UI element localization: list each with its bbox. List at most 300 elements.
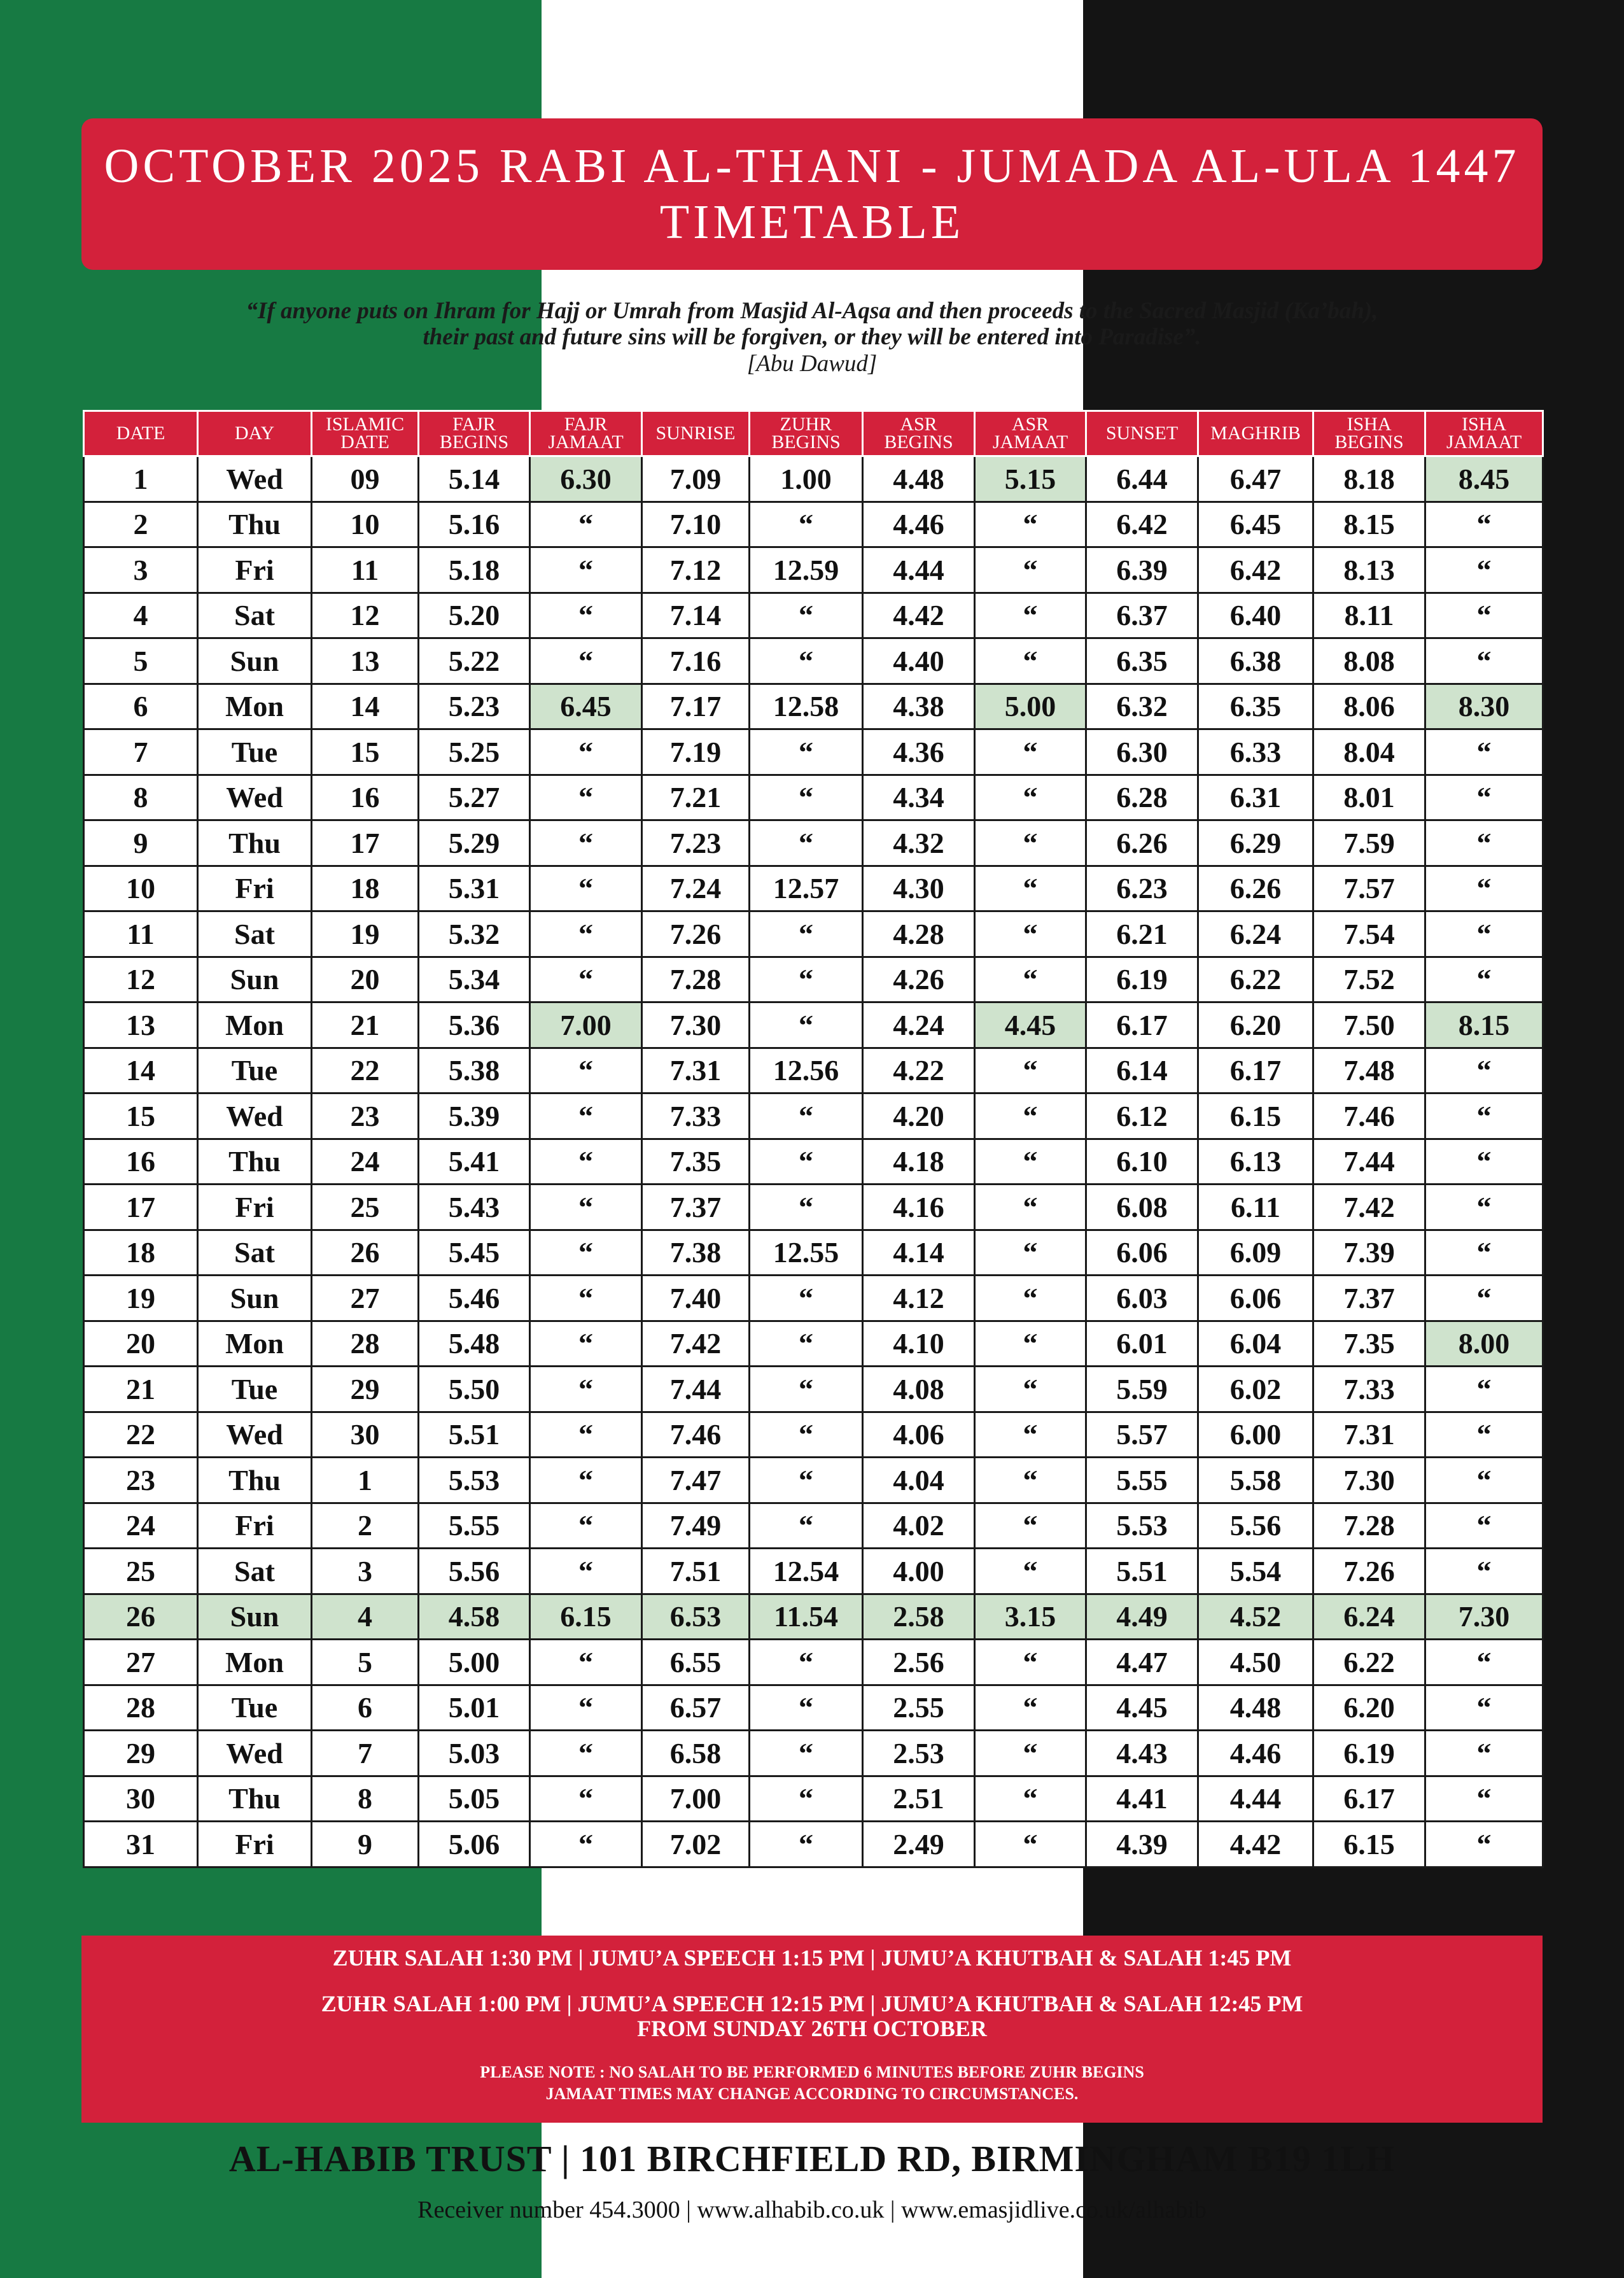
table-cell: “ (530, 1230, 642, 1276)
table-cell: 4.42 (863, 593, 975, 638)
table-cell: 4.20 (863, 1093, 975, 1139)
table-cell: 2 (312, 1503, 419, 1549)
table-cell: “ (1425, 547, 1543, 593)
table-cell: “ (975, 1367, 1086, 1412)
table-cell: 8.45 (1425, 456, 1543, 502)
column-header-text: SUNRISE (655, 422, 736, 444)
table-cell: 23 (84, 1458, 198, 1503)
table-cell: “ (750, 1822, 863, 1867)
table-row (84, 1093, 1543, 1139)
column-header-text: ZUHR (780, 413, 832, 435)
column-header-text: MAGHRIB (1210, 422, 1301, 444)
table-cell: “ (975, 1776, 1086, 1822)
table-cell: 4.36 (863, 729, 975, 775)
column-header (750, 411, 863, 456)
table-cell: “ (530, 911, 642, 957)
table-cell: “ (530, 502, 642, 547)
table-cell: 2.55 (863, 1685, 975, 1731)
table-cell: 8.15 (1425, 1002, 1543, 1048)
table-cell: “ (750, 593, 863, 638)
table-cell: “ (1425, 1139, 1543, 1185)
table-cell: 10 (84, 866, 198, 911)
column-header (312, 411, 419, 456)
table-cell: 6.19 (1313, 1731, 1425, 1776)
table-row (84, 775, 1543, 820)
table-cell: 29 (312, 1367, 419, 1412)
table-cell: “ (1425, 1731, 1543, 1776)
table-cell: “ (975, 502, 1086, 547)
table-cell: 6.29 (1198, 820, 1313, 866)
table-cell: 7.37 (642, 1185, 750, 1230)
table-cell: 4.45 (1086, 1685, 1198, 1731)
table-cell: 7.44 (1313, 1139, 1425, 1185)
table-cell: “ (1425, 911, 1543, 957)
table-cell: Thu (198, 1139, 312, 1185)
title-banner (81, 118, 1543, 270)
table-cell: 09 (312, 456, 419, 502)
table-cell: 8 (312, 1776, 419, 1822)
table-row (84, 1139, 1543, 1185)
table-cell: 5.54 (1198, 1549, 1313, 1594)
table-cell: 26 (84, 1594, 198, 1640)
table-cell: 7.00 (530, 1002, 642, 1048)
table-cell: 24 (84, 1503, 198, 1549)
table-cell: 4.40 (863, 638, 975, 684)
table-row (84, 1822, 1543, 1867)
table-cell: 25 (84, 1549, 198, 1594)
table-cell: 5.34 (419, 957, 530, 1002)
table-cell: 6.31 (1198, 775, 1313, 820)
table-cell: 4.46 (1198, 1731, 1313, 1776)
table-cell: 6.32 (1086, 684, 1198, 729)
table-cell: “ (750, 1503, 863, 1549)
table-cell: Mon (198, 1002, 312, 1048)
table-cell: “ (750, 1276, 863, 1321)
table-cell: “ (530, 866, 642, 911)
table-cell: 5.06 (419, 1822, 530, 1867)
table-cell: 7.46 (1313, 1093, 1425, 1139)
table-cell: “ (530, 1549, 642, 1594)
table-cell: 5 (312, 1640, 419, 1685)
table-cell: “ (975, 1549, 1086, 1594)
table-cell: 20 (312, 957, 419, 1002)
table-cell: “ (975, 775, 1086, 820)
table-cell: 4.47 (1086, 1640, 1198, 1685)
table-cell: Sat (198, 1549, 312, 1594)
column-header (1086, 411, 1198, 456)
table-cell: 6.55 (642, 1640, 750, 1685)
table-cell: 6.14 (1086, 1048, 1198, 1093)
table-cell: “ (530, 1458, 642, 1503)
table-cell: 18 (312, 866, 419, 911)
table-cell: 16 (84, 1139, 198, 1185)
table-cell: 4.10 (863, 1321, 975, 1367)
table-cell: 4.02 (863, 1503, 975, 1549)
table-cell: “ (1425, 775, 1543, 820)
table-cell: 7 (312, 1731, 419, 1776)
table-cell: 7.49 (642, 1503, 750, 1549)
table-cell: “ (530, 1093, 642, 1139)
table-cell: Sun (198, 638, 312, 684)
column-header-text: DAY (234, 422, 275, 444)
table-cell: 6.44 (1086, 456, 1198, 502)
table-cell: 7.31 (1313, 1412, 1425, 1458)
table-cell: “ (975, 729, 1086, 775)
table-cell: Sat (198, 911, 312, 957)
table-cell: 13 (312, 638, 419, 684)
column-header-text: BEGINS (439, 432, 509, 453)
table-cell: “ (1425, 1048, 1543, 1093)
table-cell: 11 (84, 911, 198, 957)
table-cell: “ (750, 957, 863, 1002)
table-cell: “ (750, 1002, 863, 1048)
table-cell: 4.16 (863, 1185, 975, 1230)
table-cell: 7.17 (642, 684, 750, 729)
table-cell: 21 (84, 1367, 198, 1412)
table-cell: 28 (312, 1321, 419, 1367)
table-cell: “ (975, 1458, 1086, 1503)
table-cell: 10 (312, 502, 419, 547)
table-row (84, 502, 1543, 547)
table-cell: “ (1425, 1276, 1543, 1321)
table-cell: 7.10 (642, 502, 750, 547)
table-cell: 6.30 (1086, 729, 1198, 775)
table-cell: 5.36 (419, 1002, 530, 1048)
quote-source: [Abu Dawud] (746, 350, 878, 377)
table-row (84, 866, 1543, 911)
column-header-text: BEGINS (1334, 432, 1404, 453)
table-row (84, 1048, 1543, 1093)
table-row (84, 1458, 1543, 1503)
table-cell: 4.22 (863, 1048, 975, 1093)
table-row (84, 1276, 1543, 1321)
table-cell: 7.26 (1313, 1549, 1425, 1594)
table-cell: “ (975, 866, 1086, 911)
table-cell: “ (975, 1048, 1086, 1093)
table-cell: 5.00 (419, 1640, 530, 1685)
table-row (84, 1412, 1543, 1458)
table-cell: 5.48 (419, 1321, 530, 1367)
table-cell: 6.21 (1086, 911, 1198, 957)
table-cell: 3.15 (975, 1594, 1086, 1640)
table-cell: 6.15 (1313, 1822, 1425, 1867)
table-cell: 7.21 (642, 775, 750, 820)
table-cell: 6.45 (530, 684, 642, 729)
table-cell: 3 (84, 547, 198, 593)
table-cell: 5.51 (419, 1412, 530, 1458)
table-cell: “ (1425, 1685, 1543, 1731)
table-cell: 5.45 (419, 1230, 530, 1276)
table-cell: 16 (312, 775, 419, 820)
organisation-address: AL-HABIB TRUST | 101 BIRCHFIELD RD, BIRMINGHAM B19 1LH (228, 2138, 1396, 2179)
table-cell: 5.55 (419, 1503, 530, 1549)
column-header-text: ISLAMIC (325, 413, 405, 435)
table-cell: Wed (198, 456, 312, 502)
table-cell: 5.03 (419, 1731, 530, 1776)
table-cell: “ (750, 1093, 863, 1139)
table-cell: 4.30 (863, 866, 975, 911)
jumua-times-new: ZUHR SALAH 1:00 PM | JUMU’A SPEECH 12:15 PM | JUMU’A KHUTBAH & SALAH 12:45 PM (321, 1991, 1303, 2016)
table-cell: “ (750, 638, 863, 684)
table-cell: 17 (84, 1185, 198, 1230)
table-cell: 6.47 (1198, 456, 1313, 502)
table-cell: “ (530, 1731, 642, 1776)
table-cell: “ (530, 1685, 642, 1731)
column-header (1198, 411, 1313, 456)
table-cell: 6.20 (1198, 1002, 1313, 1048)
table-cell: 7.28 (1313, 1503, 1425, 1549)
table-cell: 5.29 (419, 820, 530, 866)
table-cell: 5.41 (419, 1139, 530, 1185)
table-cell: “ (1425, 957, 1543, 1002)
column-header (975, 411, 1086, 456)
table-cell: Mon (198, 1321, 312, 1367)
table-cell: 7.47 (642, 1458, 750, 1503)
table-cell: 12.58 (750, 684, 863, 729)
table-cell: 12.54 (750, 1549, 863, 1594)
table-cell: 5.53 (419, 1458, 530, 1503)
table-cell: 4.24 (863, 1002, 975, 1048)
table-cell: “ (750, 1367, 863, 1412)
note-zuhr-restriction: PLEASE NOTE : NO SALAH TO BE PERFORMED 6 MINUTES BEFORE ZUHR BEGINS (480, 2063, 1144, 2081)
table-cell: 4.12 (863, 1276, 975, 1321)
table-cell: 27 (84, 1640, 198, 1685)
table-cell: 6.26 (1086, 820, 1198, 866)
table-cell: 12 (312, 593, 419, 638)
table-cell: 5.22 (419, 638, 530, 684)
table-cell: “ (750, 729, 863, 775)
table-cell: “ (750, 820, 863, 866)
table-cell: “ (750, 1139, 863, 1185)
table-cell: 7.57 (1313, 866, 1425, 911)
table-cell: “ (530, 1503, 642, 1549)
column-header-text: FAJR (564, 413, 608, 435)
table-cell: “ (975, 1321, 1086, 1367)
prayer-timetable (83, 410, 1544, 1868)
table-cell: “ (1425, 1093, 1543, 1139)
table-body (84, 456, 1543, 1867)
table-cell: 7.35 (1313, 1321, 1425, 1367)
table-cell: 11 (312, 547, 419, 593)
table-cell: 6.12 (1086, 1093, 1198, 1139)
table-cell: Thu (198, 820, 312, 866)
table-cell: 7.42 (642, 1321, 750, 1367)
column-header-text: ASR (900, 413, 937, 435)
table-cell: Wed (198, 1412, 312, 1458)
table-cell: 6.09 (1198, 1230, 1313, 1276)
table-row (84, 593, 1543, 638)
table-row (84, 729, 1543, 775)
table-cell: 6.24 (1313, 1594, 1425, 1640)
quote-line-2: their past and future sins will be forgiven, or they will be entered into Paradise”. (423, 324, 1201, 351)
table-row (84, 1367, 1543, 1412)
table-cell: 4.46 (863, 502, 975, 547)
table-cell: 6.42 (1086, 502, 1198, 547)
table-cell: “ (975, 1412, 1086, 1458)
table-row (84, 456, 1543, 502)
table-cell: “ (975, 1139, 1086, 1185)
table-cell: 6.02 (1198, 1367, 1313, 1412)
table-cell: 7.09 (642, 456, 750, 502)
table-cell: 5.00 (975, 684, 1086, 729)
table-cell: “ (1425, 1458, 1543, 1503)
table-cell: 5.39 (419, 1093, 530, 1139)
table-cell: “ (1425, 1367, 1543, 1412)
table-cell: 7.37 (1313, 1276, 1425, 1321)
table-cell: “ (1425, 1412, 1543, 1458)
table-cell: 5.25 (419, 729, 530, 775)
table-cell: “ (530, 1048, 642, 1093)
table-cell: 6.11 (1198, 1185, 1313, 1230)
table-cell: “ (750, 775, 863, 820)
table-cell: 4.50 (1198, 1640, 1313, 1685)
table-cell: 2.53 (863, 1731, 975, 1776)
table-cell: 5.38 (419, 1048, 530, 1093)
table-cell: Thu (198, 1458, 312, 1503)
table-cell: 12 (84, 957, 198, 1002)
organisation-contact: Receiver number 454.3000 | www.alhabib.co.uk | www.emasjidlive.co.uk/alhabib (417, 2197, 1207, 2223)
table-cell: 6.04 (1198, 1321, 1313, 1367)
table-cell: 6.38 (1198, 638, 1313, 684)
table-cell: 14 (84, 1048, 198, 1093)
notice-panel (81, 1936, 1543, 2123)
table-cell: “ (750, 1640, 863, 1685)
table-cell: 6.06 (1086, 1230, 1198, 1276)
table-cell: 24 (312, 1139, 419, 1185)
column-header-text: JAMAAT (992, 432, 1068, 453)
table-cell: 6.42 (1198, 547, 1313, 593)
table-cell: 12.56 (750, 1048, 863, 1093)
table-cell: 26 (312, 1230, 419, 1276)
table-cell: “ (530, 820, 642, 866)
title-line-2: TIMETABLE (659, 195, 965, 249)
table-cell: 7.59 (1313, 820, 1425, 866)
table-cell: 12.57 (750, 866, 863, 911)
table-cell: Mon (198, 1640, 312, 1685)
column-header-text: DATE (340, 432, 389, 453)
table-cell: “ (975, 1093, 1086, 1139)
table-cell: Fri (198, 547, 312, 593)
table-cell: “ (975, 593, 1086, 638)
column-header-text: FAJR (452, 413, 496, 435)
table-cell: 19 (312, 911, 419, 957)
table-cell: 8.15 (1313, 502, 1425, 547)
table-cell: 4.34 (863, 775, 975, 820)
table-cell: “ (975, 820, 1086, 866)
table-cell: 17 (312, 820, 419, 866)
table-cell: 6.28 (1086, 775, 1198, 820)
column-header (1425, 411, 1543, 456)
table-cell: Mon (198, 684, 312, 729)
table-cell: 7.48 (1313, 1048, 1425, 1093)
table-cell: 14 (312, 684, 419, 729)
table-cell: 4.42 (1198, 1822, 1313, 1867)
table-cell: “ (1425, 729, 1543, 775)
table-cell: 7.33 (642, 1093, 750, 1139)
table-cell: 3 (312, 1549, 419, 1594)
column-header-text: JAMAAT (548, 432, 624, 453)
table-row (84, 957, 1543, 1002)
table-cell: 5.14 (419, 456, 530, 502)
table-cell: 4.38 (863, 684, 975, 729)
table-cell: “ (530, 729, 642, 775)
table-cell: 7.31 (642, 1048, 750, 1093)
jumua-times-current: ZUHR SALAH 1:30 PM | JUMU’A SPEECH 1:15 PM | JUMU’A KHUTBAH & SALAH 1:45 PM (332, 1945, 1292, 1971)
table-cell: 31 (84, 1822, 198, 1867)
table-header-row (84, 411, 1543, 456)
table-cell: “ (530, 1139, 642, 1185)
column-header-text: BEGINS (884, 432, 953, 453)
table-cell: Wed (198, 1093, 312, 1139)
table-cell: 7.44 (642, 1367, 750, 1412)
table-cell: “ (1425, 1503, 1543, 1549)
table-cell: “ (530, 1321, 642, 1367)
table-cell: 30 (312, 1412, 419, 1458)
table-cell: “ (1425, 1640, 1543, 1685)
table-cell: 7.30 (1425, 1594, 1543, 1640)
table-cell: “ (750, 1458, 863, 1503)
table-cell: 4.26 (863, 957, 975, 1002)
table-cell: 6.22 (1313, 1640, 1425, 1685)
table-cell: 8.08 (1313, 638, 1425, 684)
table-cell: “ (975, 1185, 1086, 1230)
table-cell: 5.56 (1198, 1503, 1313, 1549)
table-cell: “ (750, 911, 863, 957)
table-cell: 4.08 (863, 1367, 975, 1412)
table-cell: 5.56 (419, 1549, 530, 1594)
column-header-text: DATE (116, 422, 165, 444)
table-cell: 6 (84, 684, 198, 729)
table-cell: “ (1425, 1185, 1543, 1230)
table-cell: 6.10 (1086, 1139, 1198, 1185)
table-cell: 6.57 (642, 1685, 750, 1731)
table-cell: 4.58 (419, 1594, 530, 1640)
column-header (642, 411, 750, 456)
title-line-1: OCTOBER 2025 RABI AL-THANI - JUMADA AL-ULA 1447 (104, 139, 1520, 193)
table-row (84, 1685, 1543, 1731)
table-cell: 22 (84, 1412, 198, 1458)
table-cell: 7.00 (642, 1776, 750, 1822)
table-cell: 6.33 (1198, 729, 1313, 775)
table-cell: 5.32 (419, 911, 530, 957)
table-cell: 4.00 (863, 1549, 975, 1594)
table-cell: 7.52 (1313, 957, 1425, 1002)
table-row (84, 1185, 1543, 1230)
table-cell: 6.15 (1198, 1093, 1313, 1139)
table-cell: 13 (84, 1002, 198, 1048)
table-cell: 6.45 (1198, 502, 1313, 547)
table-row (84, 1230, 1543, 1276)
table-cell: 15 (312, 729, 419, 775)
table-cell: 22 (312, 1048, 419, 1093)
table-cell: Thu (198, 502, 312, 547)
table-cell: 7 (84, 729, 198, 775)
table-cell: 7.46 (642, 1412, 750, 1458)
table-cell: 7.33 (1313, 1367, 1425, 1412)
table-cell: 4.44 (1198, 1776, 1313, 1822)
table-cell: 8 (84, 775, 198, 820)
table-cell: 5.01 (419, 1685, 530, 1731)
table-cell: Tue (198, 729, 312, 775)
table-cell: “ (750, 1321, 863, 1367)
table-cell: 4 (84, 593, 198, 638)
table-cell: “ (750, 502, 863, 547)
table-cell: 1 (312, 1458, 419, 1503)
notes (81, 2062, 1543, 2105)
table-cell: 4.39 (1086, 1822, 1198, 1867)
table-row (84, 1776, 1543, 1822)
table-cell: “ (530, 638, 642, 684)
